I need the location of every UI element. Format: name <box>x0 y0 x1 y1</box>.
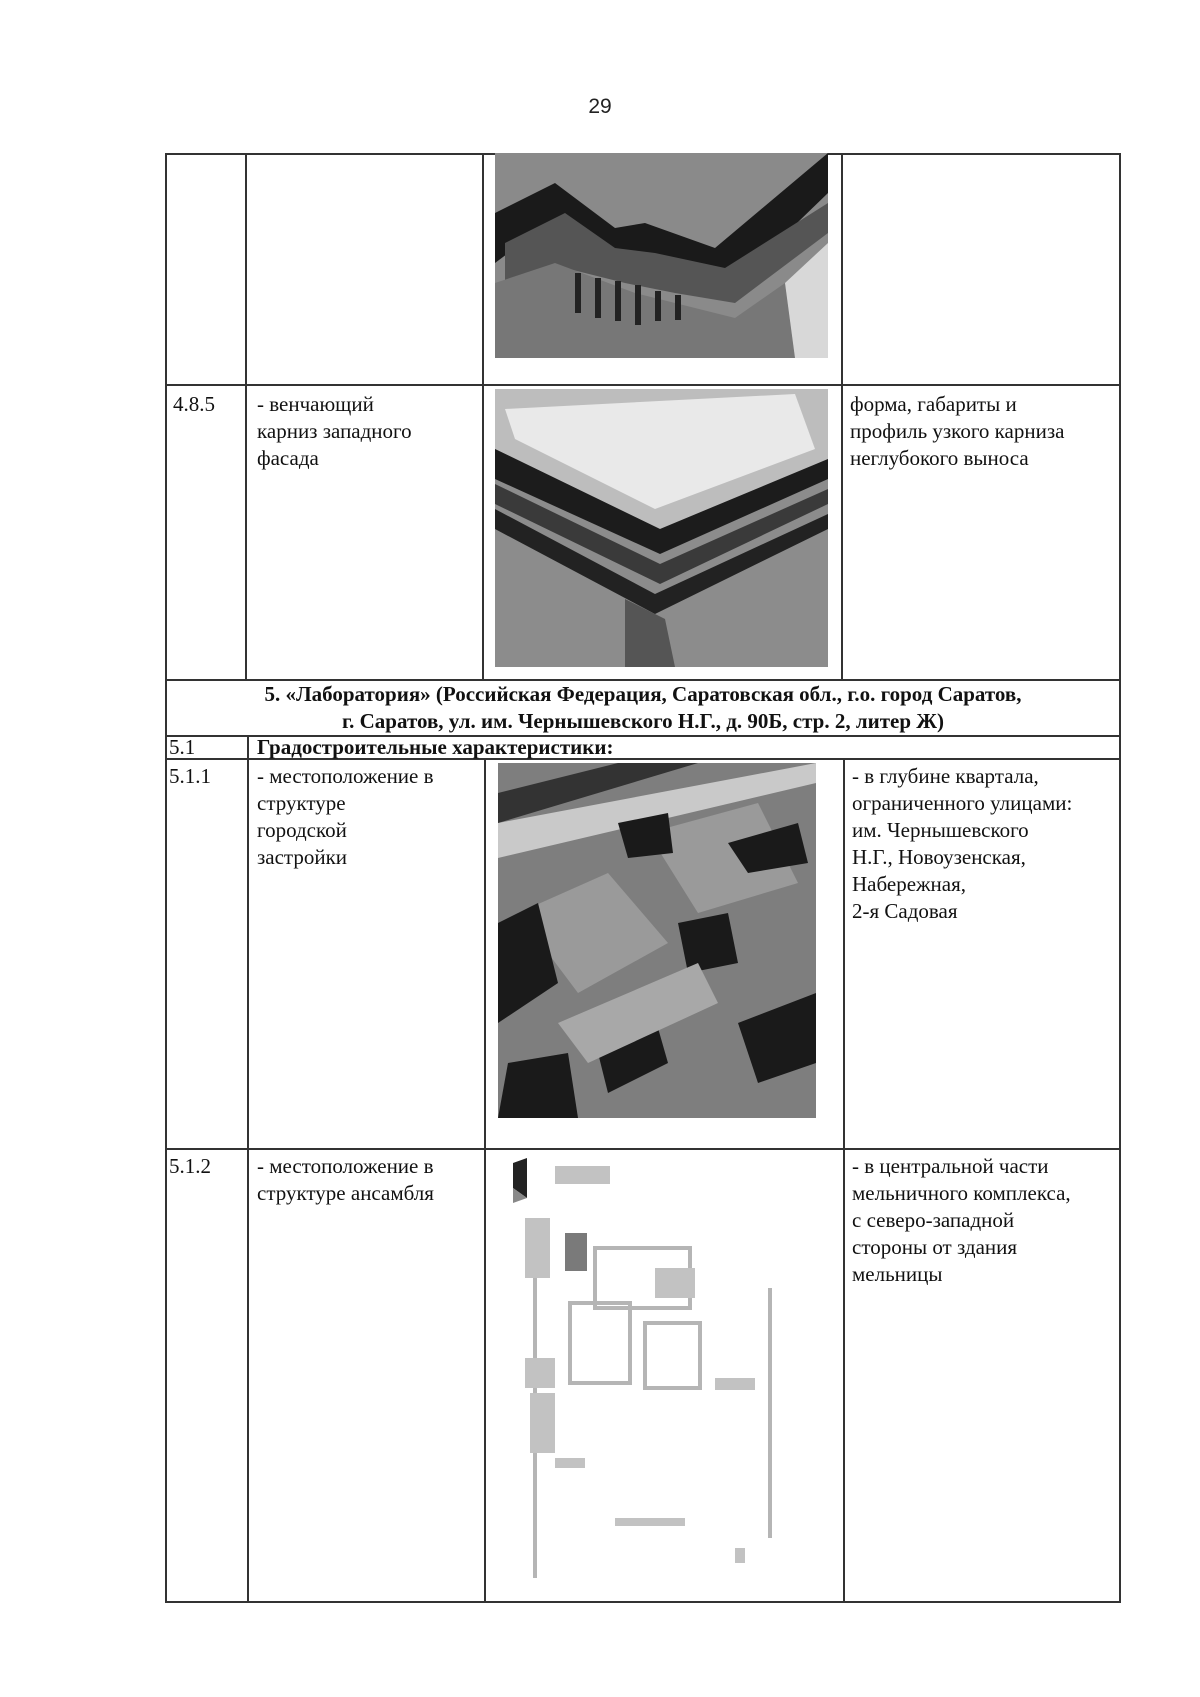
row-512-description: - в центральной части мельничного комплекса, с северо-западной стороны от здания мельницы <box>852 1154 1071 1286</box>
row-divider-485 <box>165 384 1121 386</box>
row-divider-512 <box>165 1148 1121 1150</box>
col-divider-3 <box>841 153 843 680</box>
row-511-name: - местоположение в структуре городской застройки <box>257 764 434 869</box>
table-border-left <box>165 153 167 1603</box>
properties-table <box>165 153 1121 1603</box>
ensemble-site-plan <box>495 1158 825 1588</box>
table-border-bottom <box>165 1601 1121 1603</box>
page-number: 29 <box>588 95 612 118</box>
col-divider-3b <box>843 758 845 1602</box>
col-divider-1 <box>245 153 247 680</box>
row-511-description: - в глубине квартала, ограниченного улицами: им. Чернышевского Н.Г., Новоузенская, Набережная, 2-я Садовая <box>852 764 1073 923</box>
col-divider-1b <box>247 735 249 1602</box>
row-485-number: 4.8.5 <box>173 392 215 416</box>
cornice-photo-top <box>495 153 828 358</box>
row-512-name: - местоположение в структуре ансамбля <box>257 1154 434 1205</box>
row-51-number: 5.1 <box>169 735 196 759</box>
row-511-number: 5.1.1 <box>169 764 211 788</box>
row-512-number: 5.1.2 <box>169 1154 211 1178</box>
row-485-name: - венчающий карниз западного фасада <box>257 392 412 470</box>
col-divider-2b <box>484 758 486 1602</box>
col-divider-2 <box>482 153 484 680</box>
row-485-description: форма, габариты и профиль узкого карниза неглубокого выноса <box>850 392 1065 470</box>
section-5-title: 5. «Лаборатория» (Российская Федерация, Саратовская обл., г.о. город Саратов, г. Саратов, ул. им. Чернышевского Н.Г., д. 90Б, стр. 2, литер Ж) <box>264 682 1022 733</box>
west-cornice-photo <box>495 389 828 667</box>
aerial-photo <box>498 763 816 1118</box>
table-border-right <box>1119 153 1121 1603</box>
row-51-title: Градостроительные характеристики: <box>257 735 614 759</box>
